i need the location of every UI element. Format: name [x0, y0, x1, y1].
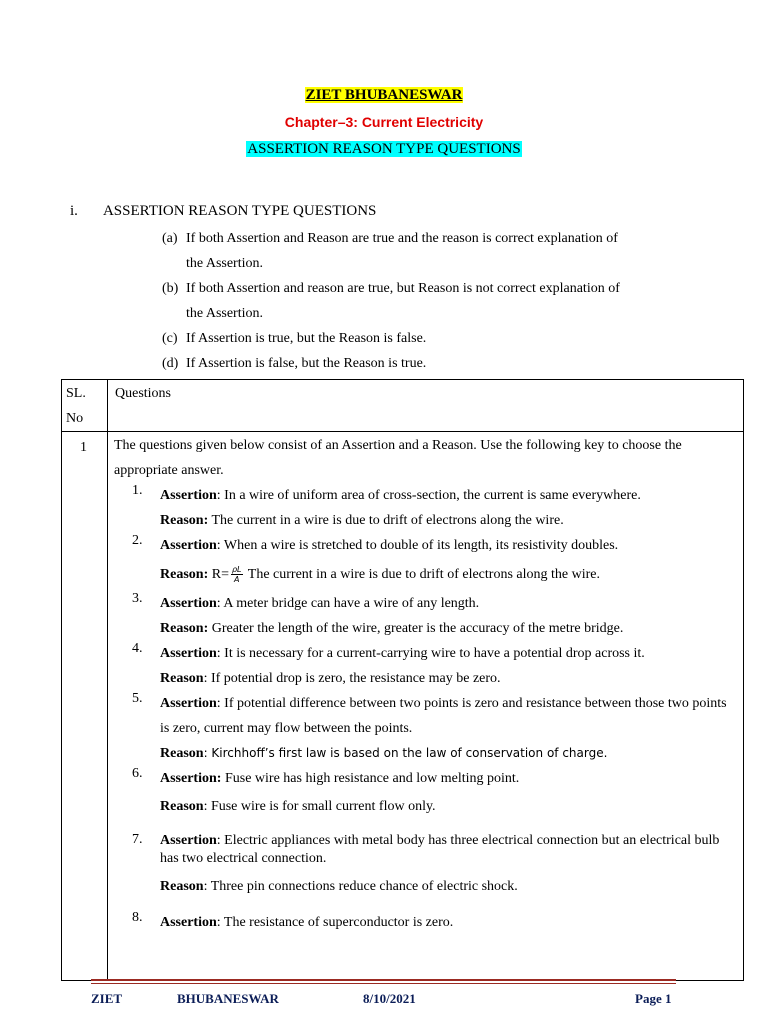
answer-key	[162, 226, 620, 376]
section-title: ASSERTION REASON TYPE QUESTIONS	[102, 203, 377, 219]
key-option-b: (b) If both Assertion and reason are true, but Reason is not correct explanation of	[162, 281, 620, 296]
question-list	[108, 483, 743, 935]
header-org: ZIET BHUBANESWAR	[305, 87, 463, 103]
key-option-b-cont: the Assertion.	[186, 306, 263, 321]
section-heading	[70, 203, 376, 220]
table-header-row	[62, 380, 744, 432]
list-item: 1. Assertion: In a wire of uniform area of cross-section, the current is same everywhere. Reason: The current in a wire is due to drift of electrons along the wire.	[132, 483, 641, 528]
key-option-a: (a) If both Assertion and Reason are true and the reason is correct explanation of	[162, 231, 618, 246]
list-item: 8. Assertion: The resistance of superconductor is zero.	[132, 910, 454, 930]
footer-rule	[91, 979, 676, 981]
section-number: i.	[70, 203, 78, 219]
list-item: 2. Assertion: When a wire is stretched to double of its length, its resistivity doubles. Reason: R= $\frac{\rho L}{A}$ The current in a wire is due to drift of electrons along the wire.	[132, 533, 619, 585]
list-item: 6. Assertion: Fuse wire has high resistance and low melting point. Reason: Fuse wire is for small current flow only.	[132, 766, 520, 814]
list-item: 3. Assertion: A meter bridge can have a wire of any length. Reason: Greater the length of the wire, greater is the accuracy of the metre bridge.	[132, 591, 624, 636]
resistance-formula: $\frac{\rho L}{A}$	[231, 565, 242, 585]
row-questions	[108, 432, 744, 981]
instructions: The questions given below consist of an Assertion and a Reason. Use the following key to choose the appropriate answer.	[114, 438, 682, 478]
list-item: 7. Assertion: Electric appliances with metal body has three electrical connection but an electrical bulb has two electrical connection. Reason: Three pin connections reduce chance of electric shock.	[132, 832, 720, 894]
footer-rule-thin	[91, 983, 676, 984]
key-option-c: (c) If Assertion is true, but the Reason is false.	[162, 331, 427, 346]
list-item: 4. Assertion: It is necessary for a current-carrying wire to have a potential drop across it. Reason: If potential drop is zero, the resistance may be zero.	[132, 641, 645, 686]
sl-header: SL. No	[62, 380, 108, 432]
footer-date: 8/10/2021	[363, 991, 416, 1006]
chapter-title: Chapter–3: Current Electricity	[284, 114, 484, 130]
question-type-heading: ASSERTION REASON TYPE QUESTIONS	[247, 141, 521, 157]
key-option-a-cont: the Assertion.	[186, 256, 263, 271]
table-row	[62, 432, 744, 981]
questions-header: Questions	[108, 380, 744, 432]
questions-table	[61, 379, 744, 981]
key-option-d: (d) If Assertion is false, but the Reason is true.	[162, 356, 427, 371]
footer-org: ZIET	[91, 991, 123, 1006]
page-number: Page 1	[635, 991, 672, 1006]
list-item: 5. Assertion: If potential difference between two points is zero and resistance between those two points is zero, current may flow between the points. Reason: Kirchhoff’s first law is based on the law of conservation of charge.	[132, 691, 727, 761]
row-sl: 1	[62, 432, 108, 981]
footer-city: BHUBANESWAR	[177, 991, 279, 1006]
